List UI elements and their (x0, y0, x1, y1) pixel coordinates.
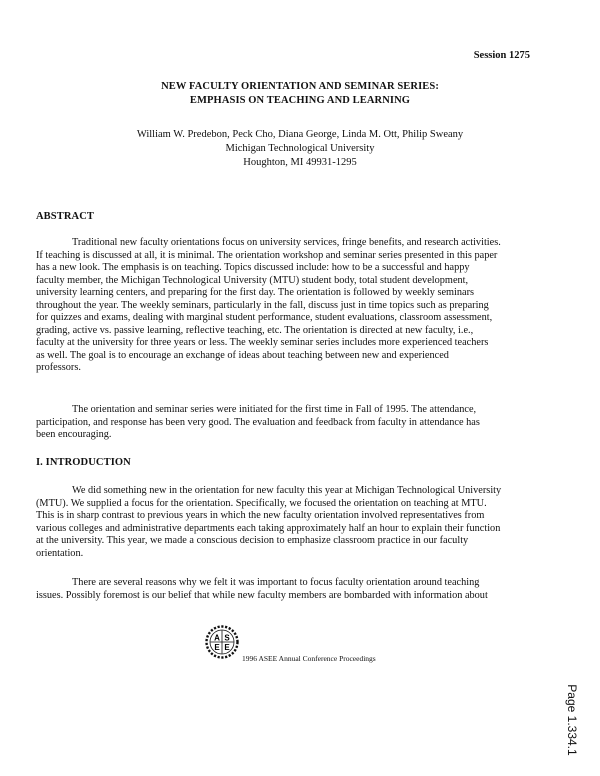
session-number: Session 1275 (473, 50, 530, 61)
logo-letter: S (224, 633, 230, 643)
introduction-heading: I. INTRODUCTION (36, 457, 131, 468)
text-line: Traditional new faculty orientations focus on university services, fringe benefits, and research activities. (72, 237, 501, 248)
text-line: participation, and response has been very good. The evaluation and feedback from faculty in attendance has (36, 416, 480, 428)
text-line: orientation. (36, 547, 84, 559)
paper-title (0, 80, 600, 108)
text-line: We did something new in the orientation for new faculty this year at Michigan Technological University (72, 485, 502, 496)
text-line: been encouraging. (36, 429, 112, 440)
text-line: faculty at the university for three years or less. The weekly seminar series includes more experienced teachers (36, 337, 489, 348)
author-names: William W. Predebon, Peck Cho, Diana George, Linda M. Ott, Philip Sweany (136, 129, 464, 140)
author-block (0, 128, 600, 170)
title-line: NEW FACULTY ORIENTATION AND SEMINAR SERIES: (161, 81, 439, 92)
text-line: The orientation and seminar series were initiated for the first time in Fall of 1995. The attendance, (72, 404, 477, 415)
asee-logo-icon (205, 625, 239, 659)
introduction-paragraph-2 (36, 577, 564, 602)
text-line: throughout the year. The weekly seminars, particularly in the fall, discuss just in time topics such as preparing (36, 299, 489, 311)
abstract-heading: ABSTRACT (36, 211, 94, 222)
logo-letter: E (214, 643, 220, 652)
text-line: This is in sharp contrast to previous years in which the new faculty orientation involved representatives from (36, 510, 485, 521)
introduction-paragraph-1 (36, 485, 564, 560)
logo-letter: A (214, 633, 220, 643)
footer-proceedings: 1996 ASEE Annual Conference Proceedings (242, 654, 376, 663)
text-line: (MTU). We supplied a focus for the orientation. Specifically, we focused the orientation on teaching at MTU. (36, 497, 487, 509)
text-line: has a new look. The emphasis is on teaching. Topics discussed include: how to be a successful and happy (36, 262, 470, 273)
page-number (562, 680, 582, 760)
text-line: There are several reasons why we felt it was important to focus faculty orientation around teaching (72, 577, 480, 588)
page-number-label: Page 1.334.1 (565, 684, 579, 756)
text-line: at the university. This year, we made a conscious decision to emphasize classroom practice in our faculty (36, 535, 469, 546)
text-line: professors. (36, 362, 81, 373)
address: Houghton, MI 49931-1295 (243, 157, 357, 168)
text-line: faculty member, the Michigan Technological University (MTU) student body, total student development, (36, 274, 469, 286)
text-line: for quizzes and exams, dealing with marginal student performance, student evaluations, classroom assessment, (36, 312, 493, 323)
text-line: issues. Possibly foremost is our belief that while new faculty members are bombarded with information about (36, 589, 488, 601)
text-line: various colleges and administrative departments each taking approximately half an hour to explain their function (36, 522, 501, 534)
abstract-paragraph-2 (36, 404, 564, 442)
text-line: as well. The goal is to encourage an exchange of ideas about teaching between new and experienced (36, 349, 449, 361)
text-line: If teaching is discussed at all, it is minimal. The orientation workshop and seminar series presented in this paper (36, 249, 498, 261)
text-line: grading, active vs. passive learning, reflective teaching, etc. The orientation is directed at new faculty, i.e., (36, 324, 474, 336)
affiliation: Michigan Technological University (225, 143, 375, 154)
title-line: EMPHASIS ON TEACHING AND LEARNING (189, 95, 411, 106)
logo-letter: E (224, 643, 230, 652)
abstract-paragraph-1 (36, 237, 564, 375)
text-line: university learning centers, and preparing for the first day. The orientation is followed by weekly seminars (36, 287, 475, 298)
